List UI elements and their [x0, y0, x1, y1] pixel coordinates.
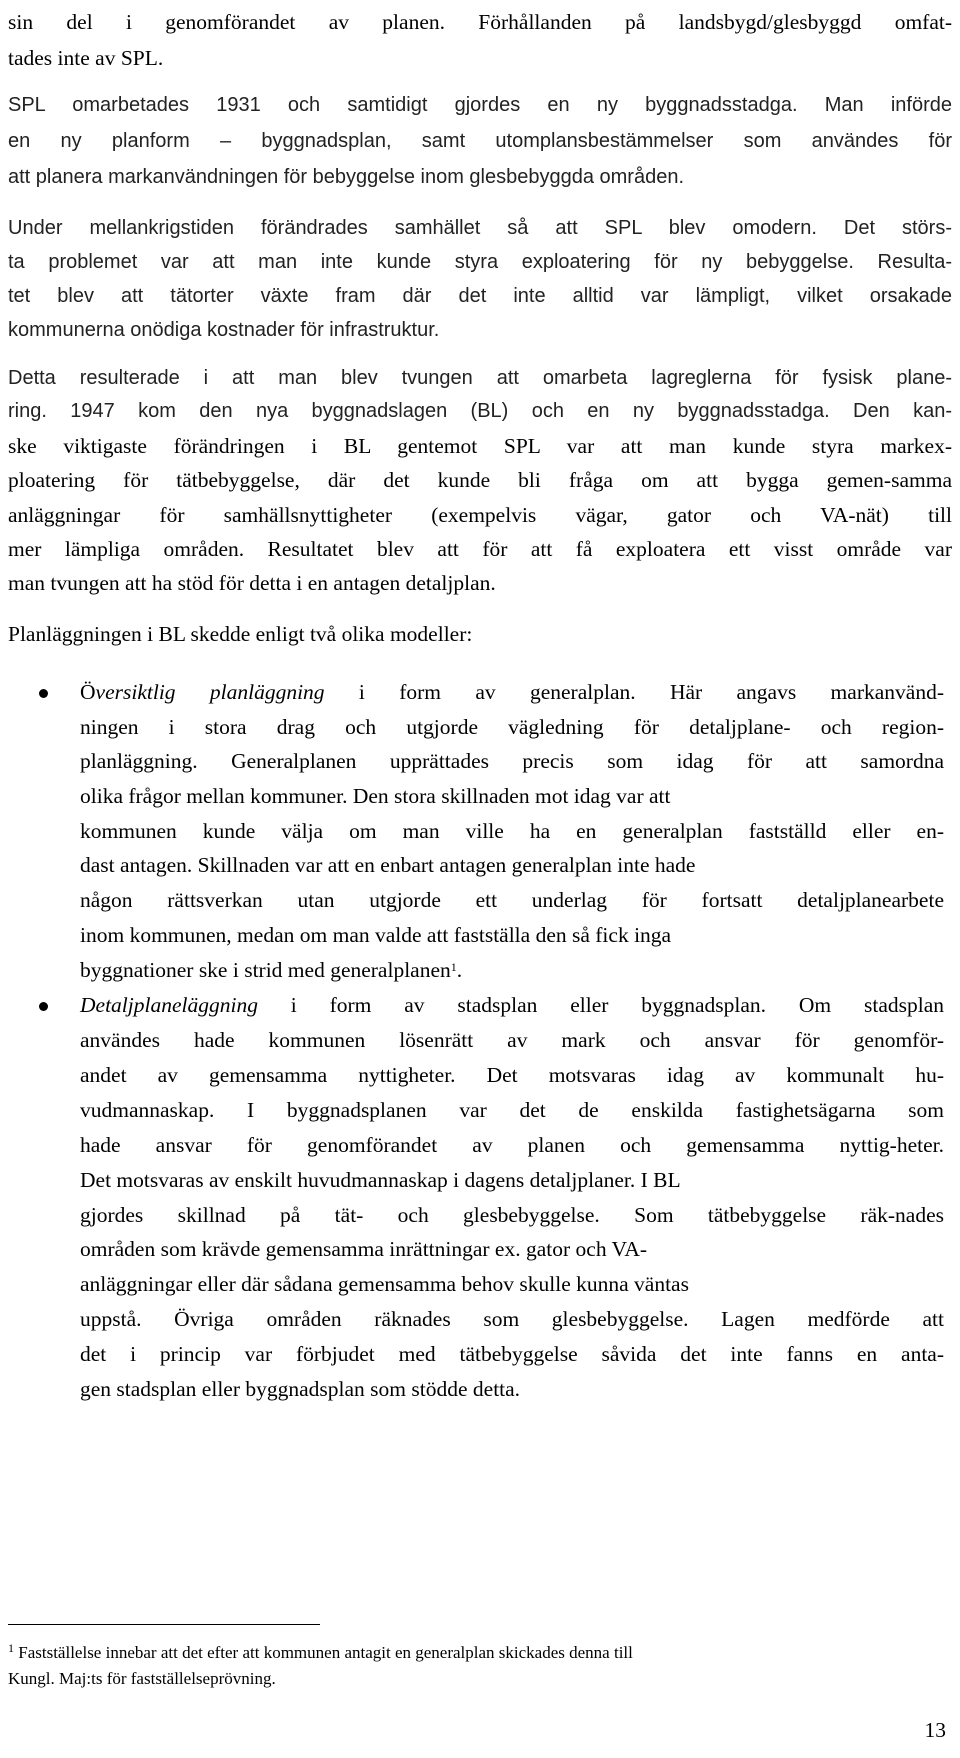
bullet-1-line: planläggning. Generalplanen upprättades precis som idag för att samordna — [80, 749, 944, 773]
bullet-2-line: vudmannaskap. I byggnadsplanen var det de enskilda fastighetsägarna som — [80, 1098, 944, 1122]
paragraph-2-line: SPL omarbetades 1931 och samtidigt gjordes en ny byggnadsstadga. Man införde — [8, 94, 952, 116]
paragraph-4-line: mer lämpliga områden. Resultatet blev att för att få exploatera ett visst område var — [8, 537, 952, 561]
bullet-icon — [39, 689, 48, 698]
bullet-1-line: olika frågor mellan kommuner. Den stora skillnaden mot idag var att — [80, 784, 671, 808]
bullet-1-last-end: . — [456, 958, 463, 982]
paragraph-2-line: att planera markanvändningen för bebyggelse inom glesbebyggda områden. — [8, 166, 685, 188]
bullet-icon — [39, 1002, 48, 1011]
footnote-text: Fastställelse innebar att det efter att kommunen antagit en generalplan skickades denna till — [14, 1643, 633, 1662]
paragraph-5-line: Planläggningen i BL skedde enligt två olika modeller: — [8, 622, 473, 646]
paragraph-4-line: Detta resulterade i att man blev tvungen att omarbeta lagreglerna för fysisk plane- — [8, 367, 952, 389]
paragraph-3-line: tet blev att tätorter växte fram där det inte alltid var lämpligt, vilket orsakade — [8, 285, 952, 307]
paragraph-3-line: ta problemet var att man inte kunde styra exploatering för ny bebyggelse. Resulta- — [8, 251, 952, 273]
footnote-number: 1 — [8, 1641, 14, 1655]
bullet-1-line: ningen i stora drag och utgjorde vägledning för detaljplane- och region- — [80, 715, 944, 739]
paragraph-4-line: ske viktigaste förändringen i BL gentemot SPL var att man kunde styra markex- — [8, 434, 952, 458]
bullet-2-line: uppstå. Övriga områden räknades som glesbebyggelse. Lagen medförde att — [80, 1307, 944, 1331]
bullet-2-line: gen stadsplan eller byggnadsplan som stödde detta. — [80, 1377, 521, 1401]
bullet-1-line: dast antagen. Skillnaden var att en enbart antagen generalplan inte hade — [80, 853, 696, 877]
footnote-divider — [8, 1624, 320, 1625]
bullet-2-line: anläggningar eller där sådana gemensamma behov skulle kunna väntas — [80, 1272, 689, 1296]
bullet-2-first-line — [80, 987, 944, 1024]
footnote-line-2: Kungl. Maj:ts för fastställelseprövning. — [8, 1669, 276, 1688]
bullet-1-first-char: Ö — [80, 680, 96, 704]
bullet-1-first-rest: i form av generalplan. Här angavs markanvänd- — [324, 680, 944, 704]
bullet-2-line: gjordes skillnad på tät- och glesbebyggelse. Som tätbebyggelse räk-nades — [80, 1203, 944, 1227]
paragraph-4-line: ring. 1947 kom den nya byggnadslagen (BL) och en ny byggnadsstadga. Den kan- — [8, 400, 952, 422]
paragraph-3-line: kommunerna onödiga kostnader för infrastruktur. — [8, 319, 440, 341]
bullet-2-line: områden som krävde gemensamma inrättningar ex. gator och VA- — [80, 1237, 647, 1261]
bullet-2-line: hade ansvar för genomförandet av planen och gemensamma nyttig-heter. — [80, 1133, 944, 1157]
paragraph-1-line: tades inte av SPL. — [8, 46, 164, 70]
bullet-2-first-rest: i form av stadsplan eller byggnadsplan. Om stadsplan — [257, 993, 944, 1017]
bullet-1-first-line — [80, 674, 944, 711]
paragraph-4-line: anläggningar för samhällsnyttigheter (exempelvis vägar, gator och VA-nät) till — [8, 503, 952, 527]
paragraph-4-line: ploatering för tätbebyggelse, där det kunde bli fråga om att bygga gemen-samma — [8, 468, 952, 492]
paragraph-2-line: en ny planform – byggnadsplan, samt utomplansbestämmelser som användes för — [8, 130, 952, 152]
paragraph-4-line: man tvungen att ha stöd för detta i en antagen detaljplan. — [8, 571, 496, 595]
paragraph-1-line: sin del i genomförandet av planen. Förhållanden på landsbygd/glesbyggd omfat- — [8, 10, 952, 34]
paragraph-3-line: Under mellankrigstiden förändrades samhället så att SPL blev omodern. Det störs- — [8, 217, 952, 239]
bullet-2-line: användes hade kommunen lösenrätt av mark och ansvar för genomför- — [80, 1028, 944, 1052]
bullet-2-term: Detaljplaneläggning — [80, 993, 258, 1017]
footnote-line-1 — [8, 1640, 633, 1666]
footnote-reference[interactable]: 1 — [450, 960, 457, 974]
page-number: 13 — [924, 1718, 946, 1742]
bullet-2-line: det i princip var förbjudet med tätbebyggelse såvida det inte fanns en antа- — [80, 1342, 944, 1366]
bullet-1-last-text: byggnationer ske i strid med generalplanen — [80, 958, 451, 982]
bullet-1-line: någon rättsverkan utan utgjorde ett underlag för fortsatt detaljplanearbete — [80, 888, 944, 912]
bullet-1-term: versiktlig planläggning — [95, 680, 325, 704]
bullet-1-line: kommunen kunde välja om man ville ha en generalplan fastställd eller en- — [80, 819, 944, 843]
bullet-1-last-line — [80, 952, 462, 989]
bullet-1-line: inom kommunen, medan om man valde att fastställa den så fick inga — [80, 923, 672, 947]
bullet-2-line: Det motsvaras av enskilt huvudmannaskap i dagens detaljplaner. I BL — [80, 1168, 681, 1192]
bullet-2-line: andet av gemensamma nyttigheter. Det motsvaras idag av kommunalt hu- — [80, 1063, 944, 1087]
